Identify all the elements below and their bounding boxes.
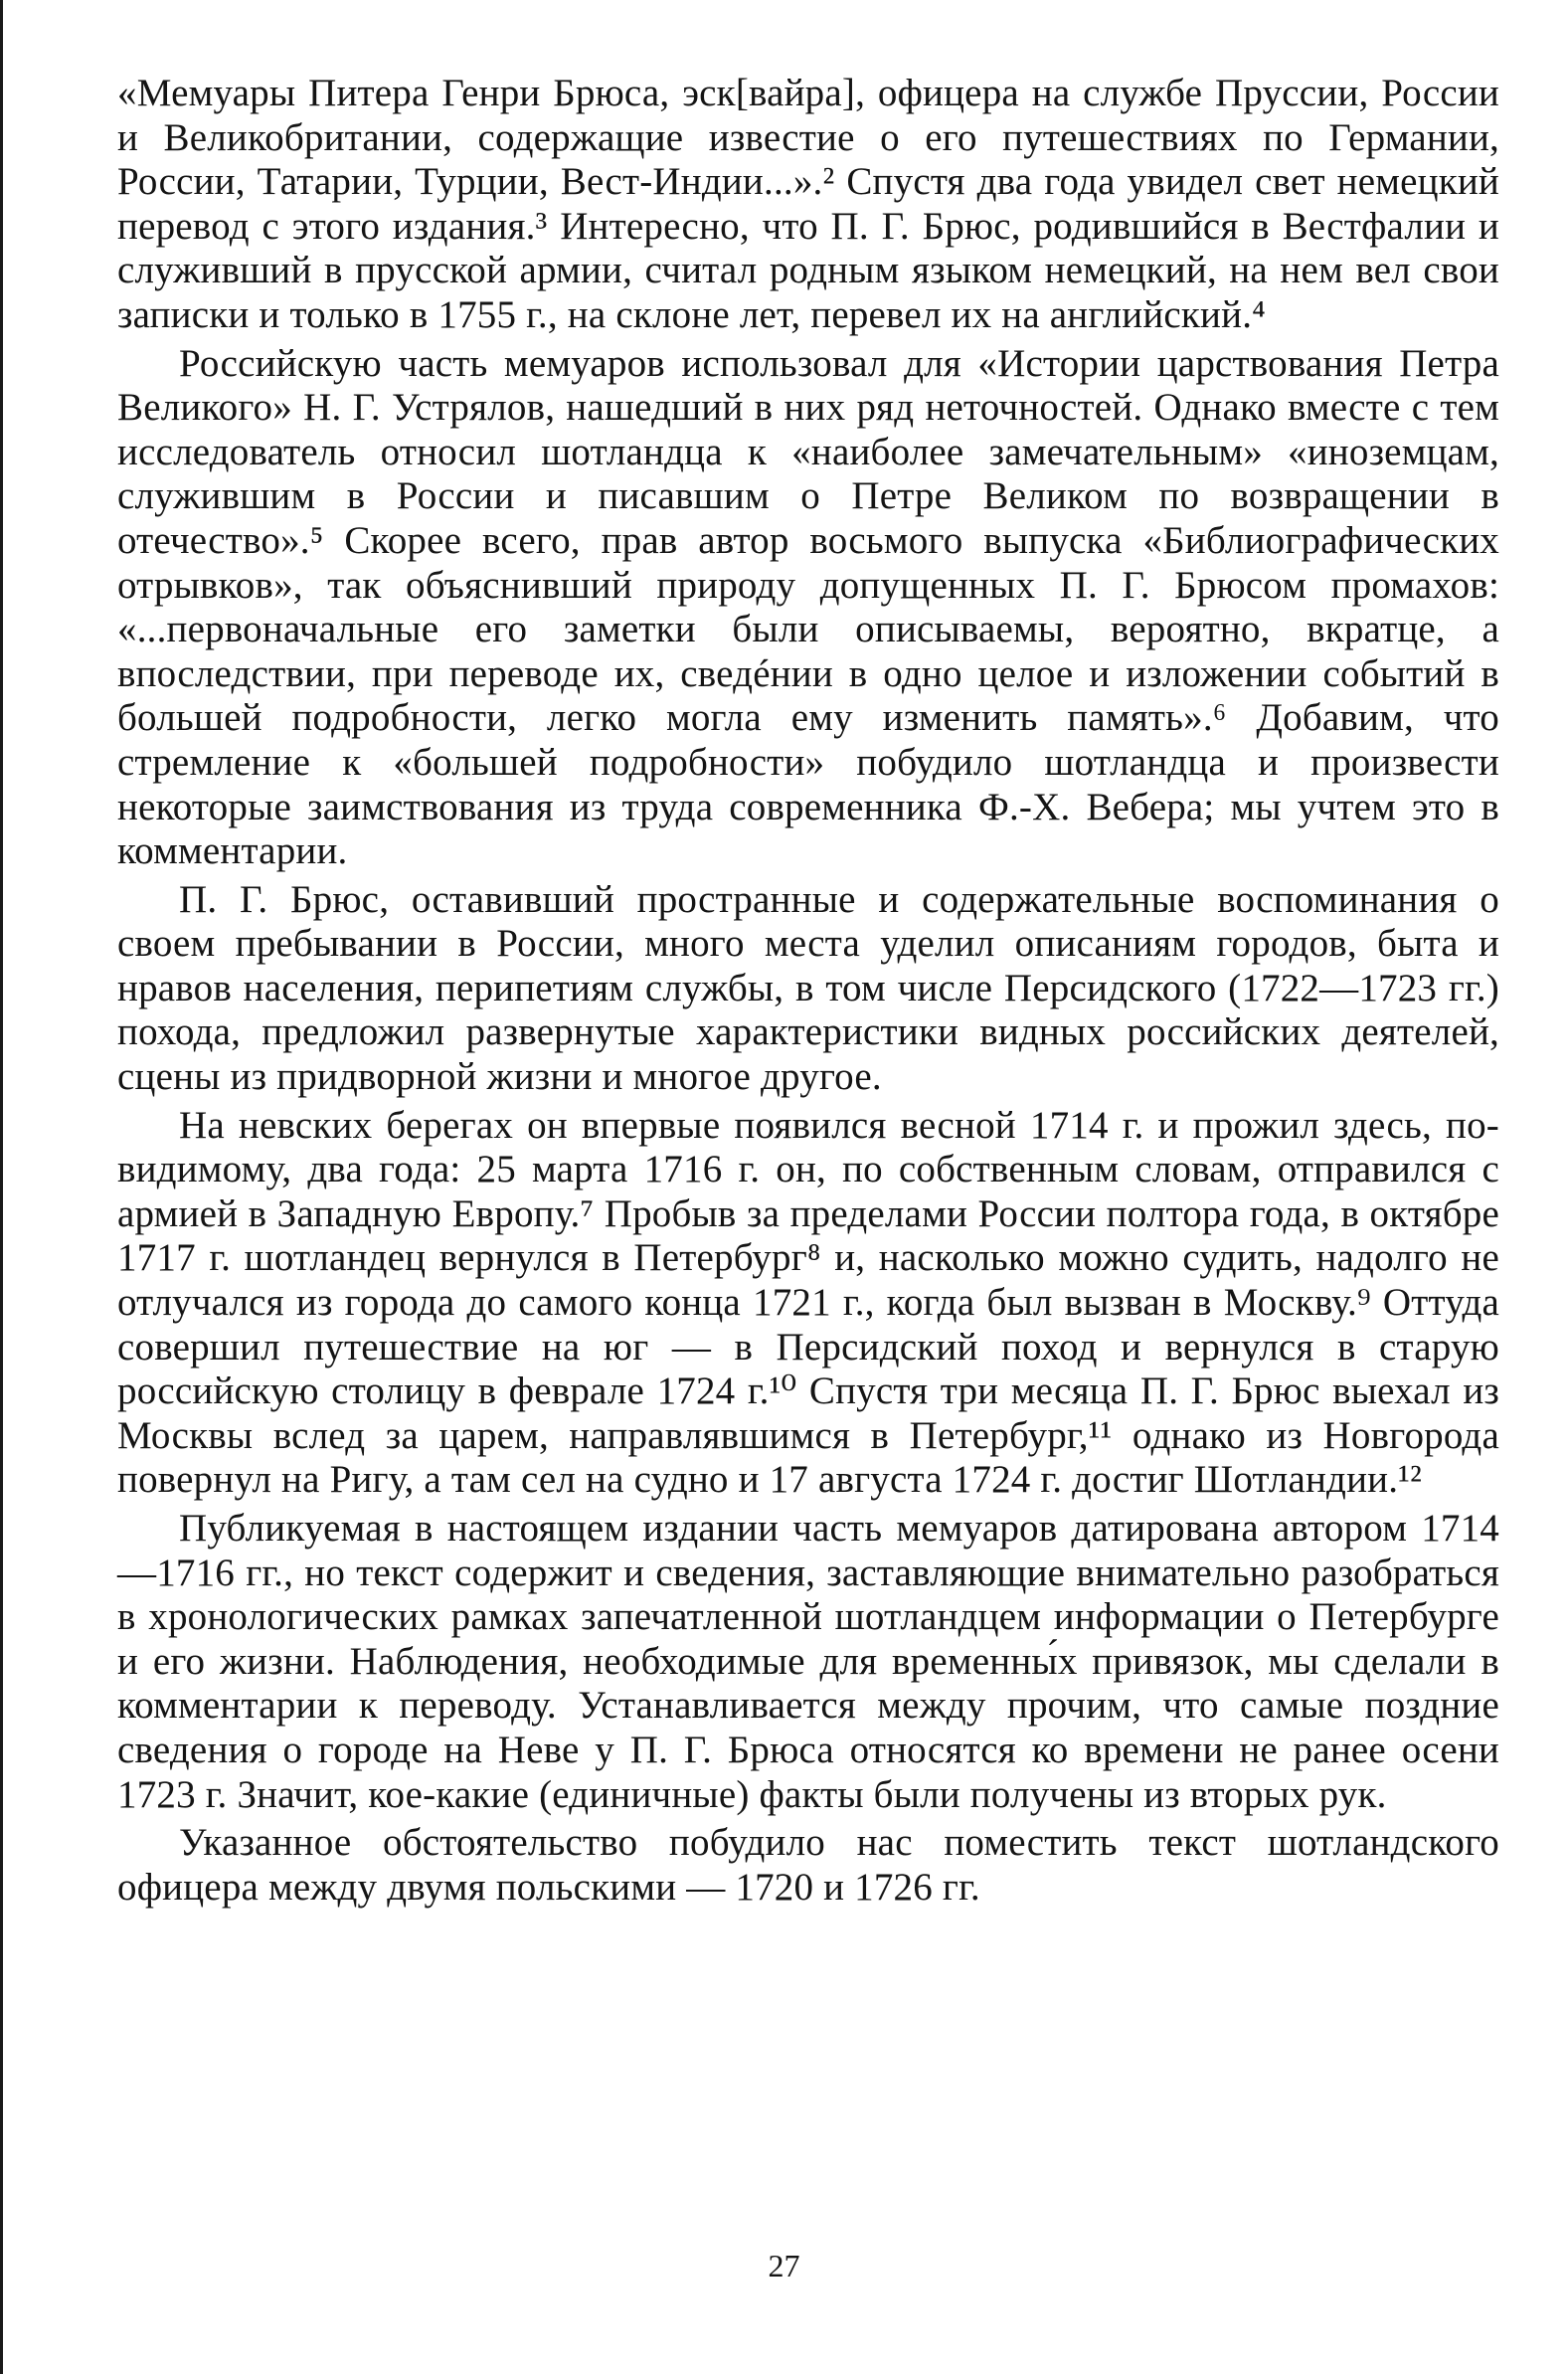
- scan-edge-shadow: [0, 0, 3, 2374]
- paragraph-1: «Мемуары Питера Генри Брюса, эск[вайра], офицера на службе Пруссии, России и Великобритании, содержащие известие о его путешествиях по Германии, России, Татарии, Турции, Вест-Индии...».² Спустя два года увидел свет немецкий перевод с этого издания.³ Интересно, что П. Г. Брюс, родившийся в Вестфалии и служивший в прусской армии, считал родным языком немецкий, на нем вел свои записки и только в 1755 г., на склоне лет, перевел их на английский.⁴: [117, 72, 1499, 336]
- paragraph-3: П. Г. Брюс, оставивший пространные и содержательные воспоминания о своем пребывании в России, много места уделил описаниям городов, быта и нравов населения, перипетиям службы, в том числе Персидского (1722—1723 гг.) похода, предложил развернутые характеристики видных российских деятелей, сцены из придворной жизни и многое другое.: [117, 877, 1499, 1099]
- paragraph-2: Российскую часть мемуаров использовал для «Истории царствования Петра Великого» Н. Г. Устрялов, нашедший в них ряд неточностей. Однако вместе с тем исследователь относил шотландца к «наиболее замечательным» «иноземцам, служившим в России и писавшим о Петре Великом по возвращении в отечество».⁵ Скорее всего, прав автор восьмого выпуска «Библиографических отрывков», так объяснивший природу допущенных П. Г. Брюсом промахов: «...первоначальные его заметки были описываемы, вероятно, вкратце, а впоследствии, при переводе их, сведéнии в одно целое и изложении событий в большей подробности, легко могла ему изменить память».⁶ Добавим, что стремление к «большей подробности» побудило шотландца и произвести некоторые заимствования из труда современника Ф.-Х. Вебера; мы учтем это в комментарии.: [117, 341, 1499, 873]
- paragraph-5: Публикуемая в настоящем издании часть мемуаров датирована автором 1714—1716 гг., но текст содержит и сведения, заставляющие внимательно разобраться в хронологических рамках запечатленной шотландцем информации о Петербурге и его жизни. Наблюдения, необходимые для временны́х привязок, мы сделали в комментарии к переводу. Устанавливается между прочим, что самые поздние сведения о городе на Неве у П. Г. Брюса относятся ко времени не ранее осени 1723 г. Значит, кое-какие (единичные) факты были получены из вторых рук.: [117, 1507, 1499, 1816]
- body-text: [117, 72, 1499, 1910]
- paragraph-4: На невских берегах он впервые появился весной 1714 г. и прожил здесь, по-видимому, два года: 25 марта 1716 г. он, по собственным словам, отправился с армией в Западную Европу.⁷ Пробыв за пределами России полтора года, в октябре 1717 г. шотландец вернулся в Петербург⁸ и, насколько можно судить, надолго не отлучался из города до самого конца 1721 г., когда был вызван в Москву.⁹ Оттуда совершил путешествие на юг — в Персидский поход и вернулся в старую российскую столицу в феврале 1724 г.¹⁰ Спустя три месяца П. Г. Брюс выехал из Москвы вслед за царем, направлявшимся в Петербург,¹¹ однако из Новгорода повернул на Ригу, а там сел на судно и 17 августа 1724 г. достиг Шотландии.¹²: [117, 1103, 1499, 1502]
- paragraph-6: Указанное обстоятельство побудило нас поместить текст шотландского офицера между двумя польскими — 1720 и 1726 гг.: [117, 1821, 1499, 1909]
- page-number: 27: [768, 2248, 800, 2283]
